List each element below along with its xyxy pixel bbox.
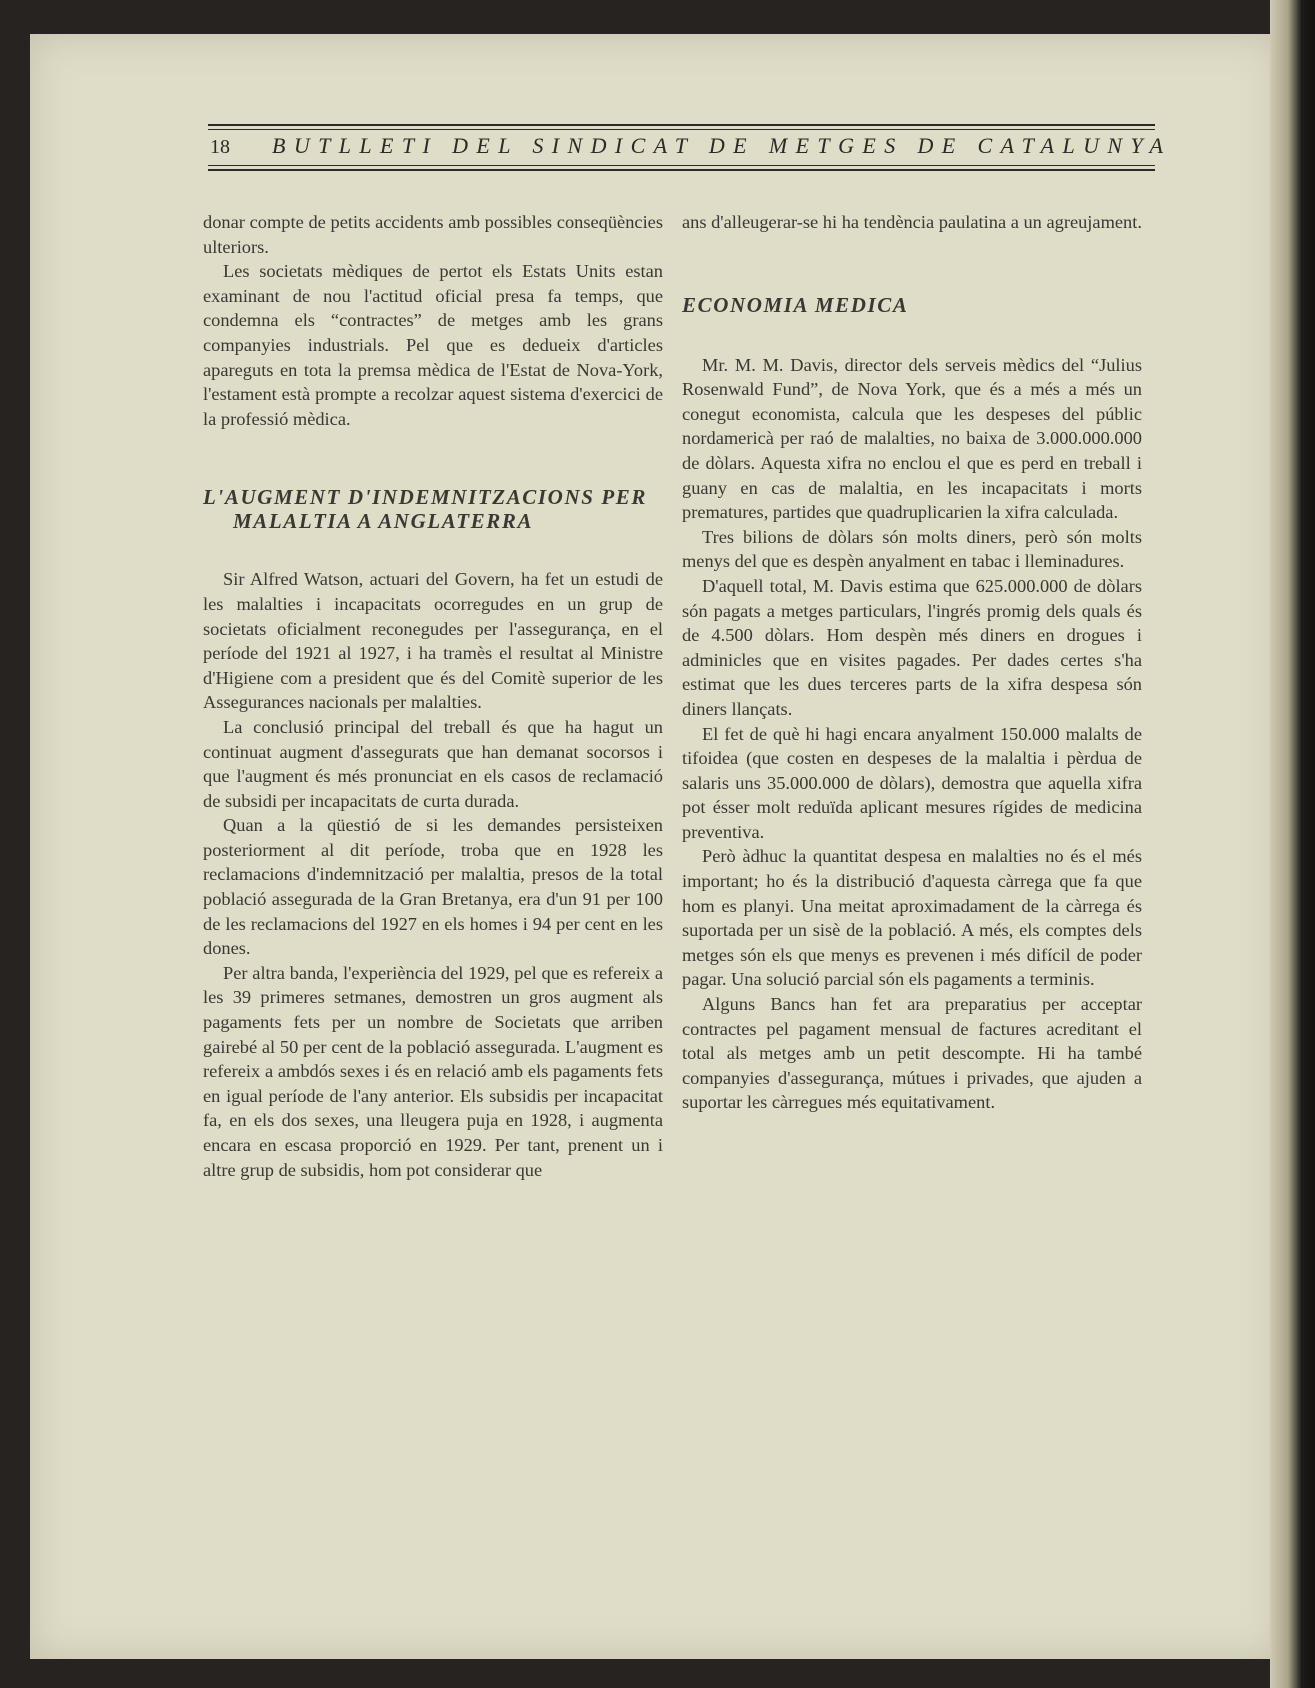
header-rule [208, 165, 1155, 166]
header-rule [208, 169, 1155, 171]
paragraph: donar compte de petits accidents amb possibles conseqüències ulteriors. [203, 212, 663, 257]
paragraph: Per altra banda, l'experiència del 1929, pel que es refereix a les 39 primeres setmanes, demostren un gros augment als pagaments fets per un nombre de Societats que arriben gairebé al 50 per cent de la població assegurada. L'augment es refereix a ambdós sexes i és en relació amb els pagaments fets en igual període de l'any anterior. Els subsidis per incapacitat fa, en els dos sexes, una lleugera puja en 1928, i augmenta encara en escasa proporció en 1929. Per tant, prenent un i altre grup de subsidis, hom pot considerar que [203, 962, 663, 1180]
journal-title: BUTLLETI DEL SINDICAT DE METGES DE CATALUNYA [272, 133, 1172, 158]
running-header [180, 120, 1172, 180]
paragraph: D'aquell total, M. Davis estima que 625.000.000 de dòlars són pagats a metges particulars, l'ingrés promig dels quals és de 4.500 dòlars. Hom despèn més diners en drogues i adminicles que en visites pagades. Per dades certes s'ha estimat que les dues terceres parts de la xifra despesa són diners llançats. [682, 575, 1142, 719]
book-binding-edge [1270, 0, 1315, 1688]
left-column [203, 210, 663, 1182]
paragraph: El fet de què hi hagi encara anyalment 150.000 malalts de tifoidea (que costen en despeses de la malaltia i pèrdua de salaris uns 35.000.000 de dòlars), demostra que aquella xifra pot ésser molt reduïda aplicant mesures rígides de medicina preventiva. [682, 723, 1142, 842]
section-heading-line: MALALTIA A ANGLATERRA [233, 509, 534, 534]
right-column [682, 210, 1142, 1115]
paragraph: Quan a la qüestió de si les demandes persisteixen posteriorment al dit període, troba que en 1928 les reclamacions d'indemnització per malaltia, presos de la total població assegurada de la Gran Bretanya, era d'un 91 per 100 de les reclamacions del 1927 en els homes i 94 per cent en les dones. [203, 815, 663, 959]
paragraph: ans d'alleugerar-se hi ha tendència paulatina a un agreujament. [682, 212, 1142, 232]
header-rule [208, 124, 1155, 126]
paragraph: Mr. M. M. Davis, director dels serveis mèdics del “Julius Rosenwald Fund”, de Nova York, que és a més a més un conegut economista, calcula que les despeses del públic nordamericà per raó de malalties, no baixa de 3.000.000.000 de dòlars. Aquesta xifra no enclou el que es perd en treball i guany en cas de malaltia, en les incapacitats i morts prematures, partides que quadruplicarien la xifra calculada. [682, 354, 1142, 523]
paragraph: La conclusió principal del treball és que ha hagut un continuat augment d'assegurats que han demanat socorsos i que l'augment és més pronunciat en els casos de reclamació de subsidi per incapacitats de curta durada. [203, 716, 663, 811]
paragraph: Però àdhuc la quantitat despesa en malalties no és el més important; ho és la distribució d'aquesta càrrega que fa que hom es planyi. Una meitat aproximadament de la càrrega és suportada per un sisè de la població. A més, els comptes dels metges són els que menys es prevenen i més difícil de poder pagar. Una solució parcial són els pagaments a terminis. [682, 846, 1142, 990]
page-number: 18 [210, 136, 230, 158]
section-heading [203, 485, 663, 533]
paragraph: Sir Alfred Watson, actuari del Govern, ha fet un estudi de les malalties i incapacitats ocorregudes en un grup de societats oficialment reconegudes per l'assegurança, en el període del 1921 al 1927, i ha tramès el resultat al Ministre d'Higiene com a president que és del Comitè superior de les Assegurances nacionals per malalties. [203, 569, 663, 713]
paragraph: Les societats mèdiques de pertot els Estats Units estan examinant de nou l'actitud oficial presa fa temps, que condemna els “contractes” de metges amb les grans companyies industrials. Pel que es dedueix d'articles apareguts en tota la premsa mèdica de l'Estat de Nova-York, l'estament està prompte a recolzar aquest sistema d'exercici de la professió mèdica. [203, 261, 663, 429]
header-rule [208, 129, 1155, 130]
paragraph: Alguns Bancs han fet ara preparatius per acceptar contractes pel pagament mensual de factures acreditant el total als metges amb un petit descompte. Hi ha també companyies d'assegurança, mútues i privades, que ajuden a suportar les càrregues més equitativament. [682, 994, 1142, 1113]
section-heading: ECONOMIA MEDICA [682, 292, 909, 317]
paragraph: Tres bilions de dòlars són molts diners, però són molts menys del que es despèn anyalment en tabac i lleminadures. [682, 526, 1142, 572]
section-heading-line: L'AUGMENT D'INDEMNITZACIONS PER [203, 485, 647, 510]
